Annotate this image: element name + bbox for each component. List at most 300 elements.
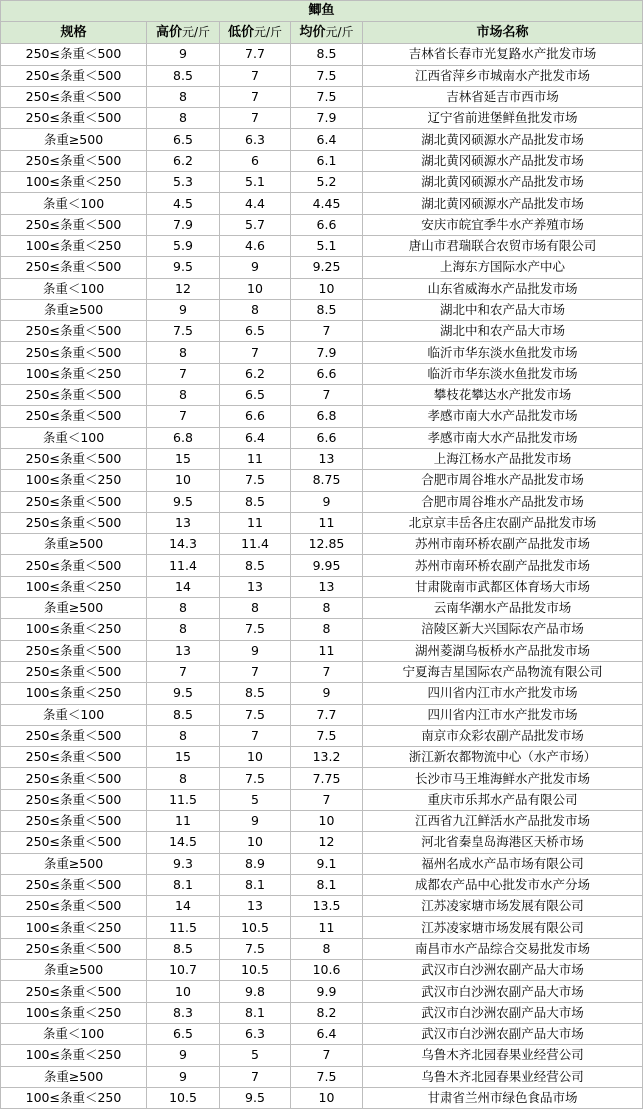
- cell-spec: 250≤条重＜500: [1, 214, 147, 235]
- cell-avg-price: 7: [291, 385, 363, 406]
- cell-low-price: 8.5: [220, 491, 291, 512]
- table-title-row: [1, 1, 643, 22]
- table-row: [1, 172, 643, 193]
- table-row: [1, 555, 643, 576]
- header-spec: 规格: [1, 22, 147, 44]
- cell-spec: 100≤条重＜250: [1, 917, 147, 938]
- cell-low-price: 10: [220, 747, 291, 768]
- cell-spec: 250≤条重＜500: [1, 640, 147, 661]
- cell-spec: 条重≥500: [1, 853, 147, 874]
- cell-high-price: 8.5: [147, 65, 220, 86]
- cell-high-price: 7: [147, 363, 220, 384]
- cell-market-name: 安庆市皖宜季牛水产养殖市场: [363, 214, 643, 235]
- cell-high-price: 9: [147, 1066, 220, 1087]
- cell-spec: 100≤条重＜250: [1, 1045, 147, 1066]
- cell-market-name: 江苏凌家塘市场发展有限公司: [363, 896, 643, 917]
- cell-high-price: 5.9: [147, 235, 220, 256]
- cell-high-price: 8: [147, 385, 220, 406]
- cell-avg-price: 6.6: [291, 363, 363, 384]
- header-avg-price: 均价元/斤: [291, 22, 363, 44]
- cell-avg-price: 13: [291, 448, 363, 469]
- cell-low-price: 7: [220, 86, 291, 107]
- cell-low-price: 6.6: [220, 406, 291, 427]
- cell-low-price: 8.1: [220, 874, 291, 895]
- cell-spec: 250≤条重＜500: [1, 512, 147, 533]
- cell-low-price: 8.1: [220, 1002, 291, 1023]
- cell-high-price: 9: [147, 44, 220, 65]
- cell-market-name: 唐山市君瑞联合农贸市场有限公司: [363, 235, 643, 256]
- cell-spec: 250≤条重＜500: [1, 44, 147, 65]
- cell-low-price: 5: [220, 1045, 291, 1066]
- cell-avg-price: 9.95: [291, 555, 363, 576]
- table-row: [1, 1066, 643, 1087]
- cell-spec: 250≤条重＜500: [1, 981, 147, 1002]
- cell-avg-price: 7: [291, 661, 363, 682]
- cell-market-name: 吉林省延吉市西市场: [363, 86, 643, 107]
- header-market-name: 市场名称: [363, 22, 643, 44]
- cell-spec: 100≤条重＜250: [1, 619, 147, 640]
- table-row: [1, 193, 643, 214]
- cell-market-name: 苏州市南环桥农副产品批发市场: [363, 555, 643, 576]
- cell-low-price: 9: [220, 640, 291, 661]
- cell-avg-price: 4.45: [291, 193, 363, 214]
- table-row: [1, 534, 643, 555]
- table-row: [1, 65, 643, 86]
- cell-avg-price: 12.85: [291, 534, 363, 555]
- table-row: [1, 44, 643, 65]
- header-low-price: 低价元/斤: [220, 22, 291, 44]
- cell-high-price: 8.5: [147, 704, 220, 725]
- cell-market-name: 湖北黄冈硕源水产品批发市场: [363, 172, 643, 193]
- cell-spec: 250≤条重＜500: [1, 491, 147, 512]
- cell-high-price: 14.5: [147, 832, 220, 853]
- table-row: [1, 299, 643, 320]
- cell-high-price: 14: [147, 576, 220, 597]
- cell-market-name: 四川省内江市水产批发市场: [363, 683, 643, 704]
- cell-spec: 250≤条重＜500: [1, 406, 147, 427]
- cell-spec: 100≤条重＜250: [1, 683, 147, 704]
- cell-market-name: 河北省秦皇岛海港区天桥市场: [363, 832, 643, 853]
- cell-spec: 条重≥500: [1, 299, 147, 320]
- table-row: [1, 1023, 643, 1044]
- cell-low-price: 9.8: [220, 981, 291, 1002]
- cell-market-name: 上海东方国际水产中心: [363, 257, 643, 278]
- cell-spec: 条重＜100: [1, 1023, 147, 1044]
- cell-high-price: 7.5: [147, 321, 220, 342]
- cell-avg-price: 5.1: [291, 235, 363, 256]
- cell-avg-price: 6.4: [291, 1023, 363, 1044]
- cell-market-name: 攀枝花攀达水产批发市场: [363, 385, 643, 406]
- cell-avg-price: 8: [291, 619, 363, 640]
- cell-avg-price: 10: [291, 1087, 363, 1108]
- cell-spec: 条重＜100: [1, 704, 147, 725]
- cell-market-name: 甘肃省兰州市绿色食品市场: [363, 1087, 643, 1108]
- table-row: [1, 385, 643, 406]
- cell-low-price: 8.5: [220, 555, 291, 576]
- cell-market-name: 武汉市白沙洲农副产品大市场: [363, 1023, 643, 1044]
- cell-spec: 100≤条重＜250: [1, 576, 147, 597]
- cell-spec: 250≤条重＜500: [1, 810, 147, 831]
- table-row: [1, 321, 643, 342]
- cell-spec: 250≤条重＜500: [1, 150, 147, 171]
- cell-market-name: 孝感市南大水产品批发市场: [363, 406, 643, 427]
- cell-avg-price: 6.6: [291, 427, 363, 448]
- table-row: [1, 683, 643, 704]
- cell-avg-price: 8.5: [291, 299, 363, 320]
- cell-avg-price: 6.4: [291, 129, 363, 150]
- cell-market-name: 成都农产品中心批发市水产分场: [363, 874, 643, 895]
- cell-avg-price: 7.5: [291, 725, 363, 746]
- cell-spec: 250≤条重＜500: [1, 257, 147, 278]
- cell-market-name: 孝感市南大水产品批发市场: [363, 427, 643, 448]
- cell-high-price: 6.5: [147, 1023, 220, 1044]
- cell-market-name: 宁夏海吉星国际农产品物流有限公司: [363, 661, 643, 682]
- cell-avg-price: 13.2: [291, 747, 363, 768]
- cell-avg-price: 10: [291, 810, 363, 831]
- cell-low-price: 11.4: [220, 534, 291, 555]
- cell-avg-price: 9.25: [291, 257, 363, 278]
- cell-low-price: 10.5: [220, 960, 291, 981]
- cell-low-price: 8: [220, 598, 291, 619]
- cell-high-price: 8.5: [147, 938, 220, 959]
- cell-spec: 250≤条重＜500: [1, 448, 147, 469]
- cell-high-price: 9: [147, 299, 220, 320]
- cell-avg-price: 7.75: [291, 768, 363, 789]
- cell-market-name: 涪陵区新大兴国际农产品市场: [363, 619, 643, 640]
- cell-avg-price: 8.1: [291, 874, 363, 895]
- cell-avg-price: 7.9: [291, 108, 363, 129]
- cell-high-price: 9.5: [147, 683, 220, 704]
- table-row: [1, 725, 643, 746]
- cell-high-price: 8: [147, 598, 220, 619]
- cell-low-price: 7: [220, 65, 291, 86]
- table-row: [1, 768, 643, 789]
- cell-low-price: 7.5: [220, 704, 291, 725]
- cell-market-name: 福州名成水产品市场有限公司: [363, 853, 643, 874]
- cell-market-name: 云南华潮水产品批发市场: [363, 598, 643, 619]
- cell-avg-price: 9.9: [291, 981, 363, 1002]
- cell-avg-price: 12: [291, 832, 363, 853]
- cell-spec: 250≤条重＜500: [1, 108, 147, 129]
- table-row: [1, 278, 643, 299]
- cell-market-name: 湖北中和农产品大市场: [363, 321, 643, 342]
- cell-high-price: 7: [147, 661, 220, 682]
- cell-high-price: 4.5: [147, 193, 220, 214]
- cell-high-price: 8: [147, 108, 220, 129]
- cell-low-price: 9: [220, 257, 291, 278]
- cell-spec: 250≤条重＜500: [1, 768, 147, 789]
- cell-avg-price: 7.5: [291, 1066, 363, 1087]
- cell-high-price: 10: [147, 981, 220, 1002]
- cell-low-price: 13: [220, 576, 291, 597]
- cell-high-price: 10.5: [147, 1087, 220, 1108]
- cell-low-price: 8.5: [220, 683, 291, 704]
- table-row: [1, 491, 643, 512]
- cell-market-name: 合肥市周谷堆水产品批发市场: [363, 470, 643, 491]
- cell-spec: 250≤条重＜500: [1, 789, 147, 810]
- cell-avg-price: 8: [291, 938, 363, 959]
- cell-avg-price: 7.5: [291, 65, 363, 86]
- cell-spec: 条重≥500: [1, 598, 147, 619]
- cell-spec: 250≤条重＜500: [1, 938, 147, 959]
- table-row: [1, 598, 643, 619]
- cell-market-name: 合肥市周谷堆水产品批发市场: [363, 491, 643, 512]
- cell-spec: 100≤条重＜250: [1, 363, 147, 384]
- cell-market-name: 临沂市华东淡水鱼批发市场: [363, 342, 643, 363]
- cell-high-price: 8: [147, 86, 220, 107]
- cell-high-price: 5.3: [147, 172, 220, 193]
- cell-avg-price: 9: [291, 491, 363, 512]
- cell-high-price: 11.4: [147, 555, 220, 576]
- cell-market-name: 武汉市白沙洲农副产品大市场: [363, 1002, 643, 1023]
- cell-low-price: 11: [220, 512, 291, 533]
- cell-high-price: 6.5: [147, 129, 220, 150]
- table-row: [1, 1002, 643, 1023]
- table-row: [1, 853, 643, 874]
- cell-avg-price: 9: [291, 683, 363, 704]
- table-row: [1, 214, 643, 235]
- cell-market-name: 四川省内江市水产批发市场: [363, 704, 643, 725]
- table-row: [1, 960, 643, 981]
- cell-spec: 250≤条重＜500: [1, 86, 147, 107]
- cell-market-name: 湖州菱湖乌板桥水产品批发市场: [363, 640, 643, 661]
- cell-high-price: 14: [147, 896, 220, 917]
- table-row: [1, 448, 643, 469]
- table-row: [1, 810, 643, 831]
- cell-high-price: 10: [147, 470, 220, 491]
- cell-spec: 100≤条重＜250: [1, 1087, 147, 1108]
- cell-avg-price: 8.5: [291, 44, 363, 65]
- header-row: [1, 22, 643, 44]
- cell-spec: 条重＜100: [1, 427, 147, 448]
- cell-market-name: 江苏凌家塘市场发展有限公司: [363, 917, 643, 938]
- cell-market-name: 南昌市水产品综合交易批发市场: [363, 938, 643, 959]
- table-row: [1, 789, 643, 810]
- cell-high-price: 9: [147, 1045, 220, 1066]
- cell-low-price: 6: [220, 150, 291, 171]
- cell-low-price: 9.5: [220, 1087, 291, 1108]
- cell-spec: 250≤条重＜500: [1, 65, 147, 86]
- table-row: [1, 1087, 643, 1108]
- table-row: [1, 342, 643, 363]
- cell-market-name: 乌鲁木齐北园春果业经营公司: [363, 1045, 643, 1066]
- cell-high-price: 8.3: [147, 1002, 220, 1023]
- cell-low-price: 10.5: [220, 917, 291, 938]
- table-row: [1, 576, 643, 597]
- cell-high-price: 6.8: [147, 427, 220, 448]
- cell-low-price: 9: [220, 810, 291, 831]
- cell-low-price: 8.9: [220, 853, 291, 874]
- cell-market-name: 江西省萍乡市城南水产批发市场: [363, 65, 643, 86]
- cell-low-price: 10: [220, 832, 291, 853]
- cell-spec: 100≤条重＜250: [1, 235, 147, 256]
- cell-low-price: 7: [220, 108, 291, 129]
- cell-market-name: 武汉市白沙洲农副产品大市场: [363, 960, 643, 981]
- cell-market-name: 北京京丰岳各庄农副产品批发市场: [363, 512, 643, 533]
- cell-low-price: 6.4: [220, 427, 291, 448]
- cell-high-price: 6.2: [147, 150, 220, 171]
- cell-high-price: 10.7: [147, 960, 220, 981]
- cell-spec: 条重≥500: [1, 534, 147, 555]
- cell-market-name: 武汉市白沙洲农副产品大市场: [363, 981, 643, 1002]
- cell-low-price: 6.2: [220, 363, 291, 384]
- cell-high-price: 13: [147, 640, 220, 661]
- cell-low-price: 5.7: [220, 214, 291, 235]
- cell-high-price: 12: [147, 278, 220, 299]
- table-row: [1, 235, 643, 256]
- cell-spec: 250≤条重＜500: [1, 725, 147, 746]
- cell-spec: 条重≥500: [1, 1066, 147, 1087]
- cell-market-name: 重庆市乐邦水产品有限公司: [363, 789, 643, 810]
- cell-avg-price: 9.1: [291, 853, 363, 874]
- cell-avg-price: 7.9: [291, 342, 363, 363]
- cell-spec: 250≤条重＜500: [1, 385, 147, 406]
- cell-avg-price: 10: [291, 278, 363, 299]
- cell-high-price: 7: [147, 406, 220, 427]
- cell-low-price: 7: [220, 725, 291, 746]
- cell-market-name: 南京市众彩农副产品批发市场: [363, 725, 643, 746]
- cell-low-price: 7.5: [220, 768, 291, 789]
- cell-low-price: 7.5: [220, 938, 291, 959]
- cell-avg-price: 7.5: [291, 86, 363, 107]
- table-row: [1, 640, 643, 661]
- cell-spec: 100≤条重＜250: [1, 470, 147, 491]
- table-row: [1, 874, 643, 895]
- cell-high-price: 9.5: [147, 491, 220, 512]
- cell-avg-price: 8.75: [291, 470, 363, 491]
- table-row: [1, 917, 643, 938]
- cell-spec: 250≤条重＜500: [1, 342, 147, 363]
- table-row: [1, 406, 643, 427]
- cell-avg-price: 8: [291, 598, 363, 619]
- cell-low-price: 6.5: [220, 321, 291, 342]
- cell-high-price: 15: [147, 747, 220, 768]
- cell-high-price: 8: [147, 619, 220, 640]
- cell-spec: 条重＜100: [1, 193, 147, 214]
- cell-market-name: 乌鲁木齐北园春果业经营公司: [363, 1066, 643, 1087]
- cell-high-price: 8.1: [147, 874, 220, 895]
- cell-high-price: 8: [147, 342, 220, 363]
- cell-spec: 250≤条重＜500: [1, 661, 147, 682]
- cell-avg-price: 11: [291, 917, 363, 938]
- cell-avg-price: 10.6: [291, 960, 363, 981]
- table-row: [1, 938, 643, 959]
- cell-spec: 100≤条重＜250: [1, 172, 147, 193]
- cell-high-price: 7.9: [147, 214, 220, 235]
- table-row: [1, 470, 643, 491]
- table-row: [1, 150, 643, 171]
- table-row: [1, 747, 643, 768]
- cell-market-name: 上海江杨水产品批发市场: [363, 448, 643, 469]
- cell-spec: 100≤条重＜250: [1, 1002, 147, 1023]
- cell-market-name: 吉林省长春市光复路水产批发市场: [363, 44, 643, 65]
- table-row: [1, 512, 643, 533]
- cell-low-price: 7: [220, 1066, 291, 1087]
- cell-high-price: 9.5: [147, 257, 220, 278]
- table-row: [1, 427, 643, 448]
- cell-market-name: 湖北黄冈硕源水产品批发市场: [363, 193, 643, 214]
- cell-market-name: 临沂市华东淡水鱼批发市场: [363, 363, 643, 384]
- cell-market-name: 长沙市马王堆海鲜水产批发市场: [363, 768, 643, 789]
- cell-spec: 条重≥500: [1, 960, 147, 981]
- cell-low-price: 8: [220, 299, 291, 320]
- cell-spec: 250≤条重＜500: [1, 832, 147, 853]
- cell-market-name: 浙江新农都物流中心（水产市场）: [363, 747, 643, 768]
- table-row: [1, 108, 643, 129]
- cell-avg-price: 7: [291, 1045, 363, 1066]
- cell-low-price: 7: [220, 342, 291, 363]
- cell-high-price: 14.3: [147, 534, 220, 555]
- cell-market-name: 湖北黄冈硕源水产品批发市场: [363, 129, 643, 150]
- cell-low-price: 6.3: [220, 1023, 291, 1044]
- cell-avg-price: 5.2: [291, 172, 363, 193]
- table-row: [1, 363, 643, 384]
- cell-market-name: 苏州市南环桥农副产品批发市场: [363, 534, 643, 555]
- table-row: [1, 257, 643, 278]
- cell-avg-price: 13: [291, 576, 363, 597]
- cell-spec: 条重≥500: [1, 129, 147, 150]
- cell-market-name: 山东省威海水产品批发市场: [363, 278, 643, 299]
- cell-avg-price: 11: [291, 640, 363, 661]
- cell-low-price: 13: [220, 896, 291, 917]
- cell-avg-price: 7: [291, 789, 363, 810]
- cell-market-name: 辽宁省前进堡鲜鱼批发市场: [363, 108, 643, 129]
- table-row: [1, 129, 643, 150]
- cell-avg-price: 11: [291, 512, 363, 533]
- cell-avg-price: 7.7: [291, 704, 363, 725]
- table-row: [1, 704, 643, 725]
- cell-high-price: 8: [147, 725, 220, 746]
- table-row: [1, 1045, 643, 1066]
- table-row: [1, 896, 643, 917]
- cell-high-price: 9.3: [147, 853, 220, 874]
- cell-avg-price: 6.8: [291, 406, 363, 427]
- cell-market-name: 湖北中和农产品大市场: [363, 299, 643, 320]
- cell-spec: 条重＜100: [1, 278, 147, 299]
- cell-high-price: 15: [147, 448, 220, 469]
- cell-avg-price: 7: [291, 321, 363, 342]
- cell-avg-price: 6.1: [291, 150, 363, 171]
- table-row: [1, 86, 643, 107]
- cell-low-price: 5.1: [220, 172, 291, 193]
- cell-avg-price: 8.2: [291, 1002, 363, 1023]
- table-title: 鲫鱼: [1, 1, 643, 22]
- cell-low-price: 6.5: [220, 385, 291, 406]
- cell-low-price: 10: [220, 278, 291, 299]
- cell-low-price: 7.5: [220, 619, 291, 640]
- cell-high-price: 11.5: [147, 789, 220, 810]
- table-row: [1, 832, 643, 853]
- cell-high-price: 11.5: [147, 917, 220, 938]
- cell-low-price: 6.3: [220, 129, 291, 150]
- cell-spec: 250≤条重＜500: [1, 874, 147, 895]
- cell-avg-price: 13.5: [291, 896, 363, 917]
- cell-low-price: 11: [220, 448, 291, 469]
- cell-spec: 250≤条重＜500: [1, 555, 147, 576]
- table-row: [1, 661, 643, 682]
- cell-high-price: 11: [147, 810, 220, 831]
- cell-market-name: 甘肃陇南市武都区体育场大市场: [363, 576, 643, 597]
- cell-low-price: 7: [220, 661, 291, 682]
- header-high-price: 高价元/斤: [147, 22, 220, 44]
- cell-spec: 250≤条重＜500: [1, 321, 147, 342]
- cell-low-price: 5: [220, 789, 291, 810]
- cell-market-name: 湖北黄冈硕源水产品批发市场: [363, 150, 643, 171]
- cell-avg-price: 6.6: [291, 214, 363, 235]
- cell-low-price: 7.5: [220, 470, 291, 491]
- cell-low-price: 4.6: [220, 235, 291, 256]
- cell-high-price: 8: [147, 768, 220, 789]
